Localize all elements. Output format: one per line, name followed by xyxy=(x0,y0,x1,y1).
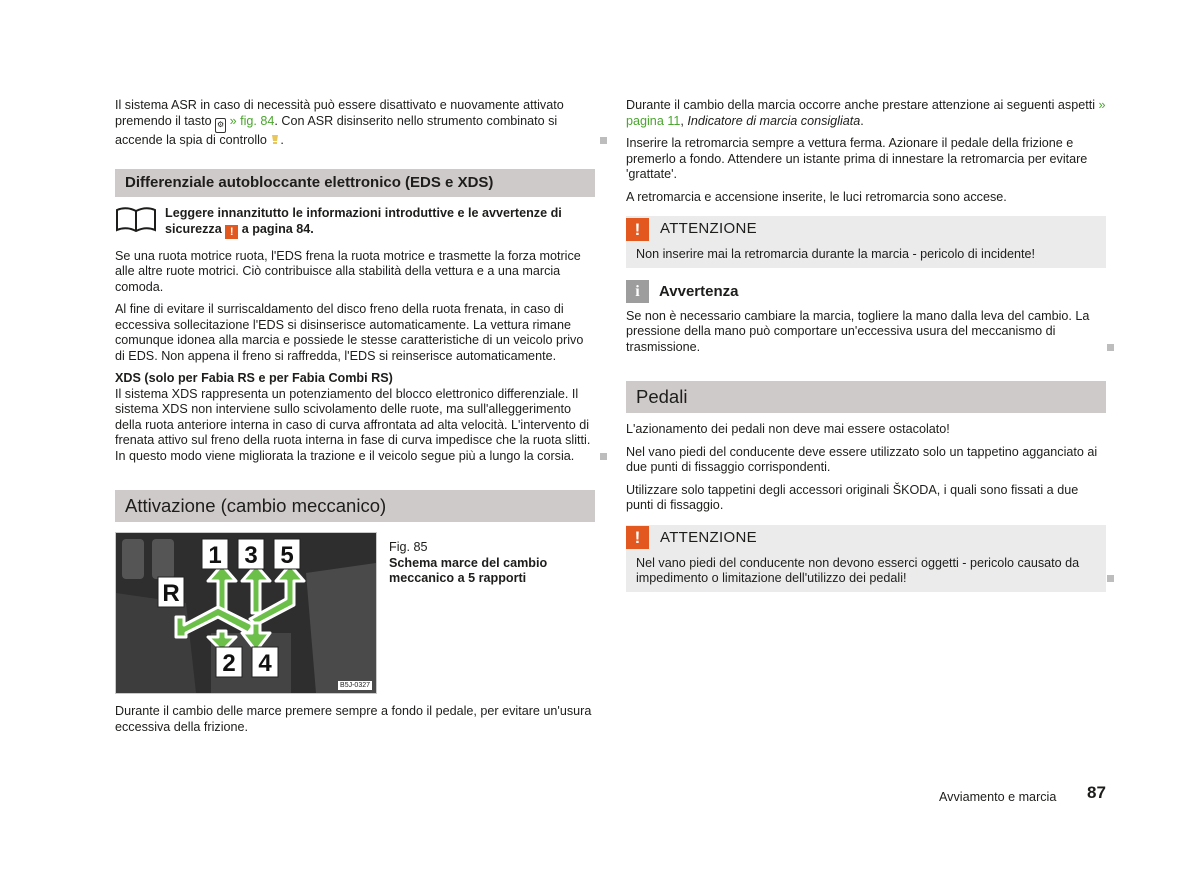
gear-4-label: 4 xyxy=(258,650,272,677)
figure-id: B5J-0327 xyxy=(340,682,370,689)
gear-figure xyxy=(115,532,595,694)
right-column xyxy=(626,98,1106,602)
attention-box-1-title: ! ATTENZIONE xyxy=(626,216,1106,242)
eds-paragraph-2: Al fine di evitare il surriscaldamento del disco freno della ruota frenata, in caso di eccessiva sollecitazione l'EDS si disinserisce automaticamente. La vettura rimane comunque idonea alla marcia e possiede le stesse caratteristiche di un veicolo privo di EDS. Non appena il freno si raffredda, l'EDS si reinserisce automaticamente. xyxy=(115,302,584,363)
footer-section-title: Avviamento e marcia xyxy=(939,790,1057,804)
section-end-marker xyxy=(600,137,607,144)
book-icon xyxy=(115,206,157,232)
fig-84-link[interactable]: » fig. 84 xyxy=(229,113,275,128)
warning-icon: ! xyxy=(626,526,649,549)
attention-box-2-title: ! ATTENZIONE xyxy=(626,525,1106,551)
xds-subheading: XDS (solo per Fabia RS e per Fabia Combi RS) xyxy=(115,371,393,385)
gear-5-label: 5 xyxy=(280,542,294,569)
attention-box-2 xyxy=(626,525,1106,592)
asr-paragraph: Il sistema ASR in caso di necessità può essere disattivato e nuovamente attivato premendo il tasto ⚙ » fig. 84. Con ASR disinserito nello strumento combinato si accende la spia di controllo . xyxy=(115,98,595,148)
reverse-paragraph: Inserire la retromarcia sempre a vettura ferma. Azionare il pedale della frizione e premerlo a fondo. Attendere un istante prima di innestare la retromarcia per evitare 'grattate'. xyxy=(626,136,1088,181)
section-end-marker xyxy=(1107,344,1114,351)
attention-box-1-body: Non inserire mai la retromarcia durante la marcia - pericolo di incidente! xyxy=(636,247,1035,261)
attention-box-2-body: Nel vano piedi del conducente non devono esserci oggetti - pericolo causato da impedimento o limitazione dell'utilizzo dei pedali! xyxy=(636,555,1080,585)
pedali-paragraph-3: Utilizzare solo tappetini degli accessori originali ŠKODA, i quali sono fissati a due punti di fissaggio. xyxy=(626,482,1079,512)
asr-key-icon: ⚙ xyxy=(215,118,226,133)
note-title: i Avvertenza xyxy=(626,280,1106,304)
gear-3-label: 3 xyxy=(244,542,258,569)
gear-2-label: 2 xyxy=(222,650,236,677)
read-first-note xyxy=(115,206,595,239)
gear-advice-paragraph: Durante il cambio della marcia occorre anche prestare attenzione ai seguenti aspetti » pagina 11, Indicatore di marcia consigliata. xyxy=(626,98,1106,128)
gear-r-label: R xyxy=(162,580,180,607)
pedali-paragraph-1: L'azionamento dei pedali non deve mai essere ostacolato! xyxy=(626,422,950,436)
info-icon: i xyxy=(626,280,649,303)
xds-paragraph: Il sistema XDS rappresenta un potenziamento del blocco elettronico differenziale. Il sistema XDS non interviene sullo scivolamento delle ruote, ma sull'alleggerimento della ruota anteriore interna in caso di curva affrontata ad alta velocità. L'intervento di frenata attivo sul freno della ruota interna in fase di curva impedisce che la ruota slitti. In questo modo viene migliorata la trazione e il veicolo segue più a lungo la corsia. xyxy=(115,386,591,463)
figure-label: Fig. 85 xyxy=(389,540,428,554)
gear-shift-illustration xyxy=(116,533,376,693)
page-number: 87 xyxy=(1087,783,1106,802)
figure-caption xyxy=(389,532,595,694)
pedali-paragraph-2: Nel vano piedi del conducente deve essere utilizzato solo un tappetino agganciato ai due punti di fissaggio corrispondenti. xyxy=(626,444,1098,474)
warning-icon: ! xyxy=(225,225,238,239)
gear-shift-diagram xyxy=(115,532,377,694)
reverse-lights-paragraph: A retromarcia e accensione inserite, le luci retromarcia sono accese. xyxy=(626,189,1007,204)
note-block xyxy=(626,280,1106,356)
left-column xyxy=(115,98,595,742)
asr-warning-lamp-icon xyxy=(270,134,280,145)
activation-paragraph: Durante il cambio delle marce premere sempre a fondo il pedale, per evitare un'usura eccessiva della frizione. xyxy=(115,704,592,734)
page-11-link[interactable]: » pagina 11 xyxy=(626,98,1106,128)
attention-box-1 xyxy=(626,216,1106,268)
eds-heading: Differenziale autobloccante elettronico (EDS e XDS) xyxy=(115,169,595,197)
warning-icon: ! xyxy=(626,218,649,241)
note-body: Se non è necessario cambiare la marcia, togliere la mano dalla leva del cambio. La pressione della mano può comportare un'eccessiva usura del meccanismo di trasmissione. xyxy=(626,308,1090,354)
eds-paragraph-1: Se una ruota motrice ruota, l'EDS frena la ruota motrice e trasmette la forza motrice alle altre ruote motrici. Ciò contribuisce alla stabilità della vettura e a una marcia comoda. xyxy=(115,248,581,294)
xds-block xyxy=(115,371,595,464)
activation-heading: Attivazione (cambio meccanico) xyxy=(115,490,595,522)
pedali-heading: Pedali xyxy=(626,381,1106,413)
figure-caption-text: Schema marce del cambio meccanico a 5 rapporti xyxy=(389,555,548,585)
section-end-marker xyxy=(1107,575,1114,582)
read-first-text: Leggere innanzitutto le informazioni introduttive e le avvertenze di sicurezza ! a pagina 84. xyxy=(165,206,562,238)
gear-1-label: 1 xyxy=(208,542,222,569)
section-end-marker xyxy=(600,453,607,460)
